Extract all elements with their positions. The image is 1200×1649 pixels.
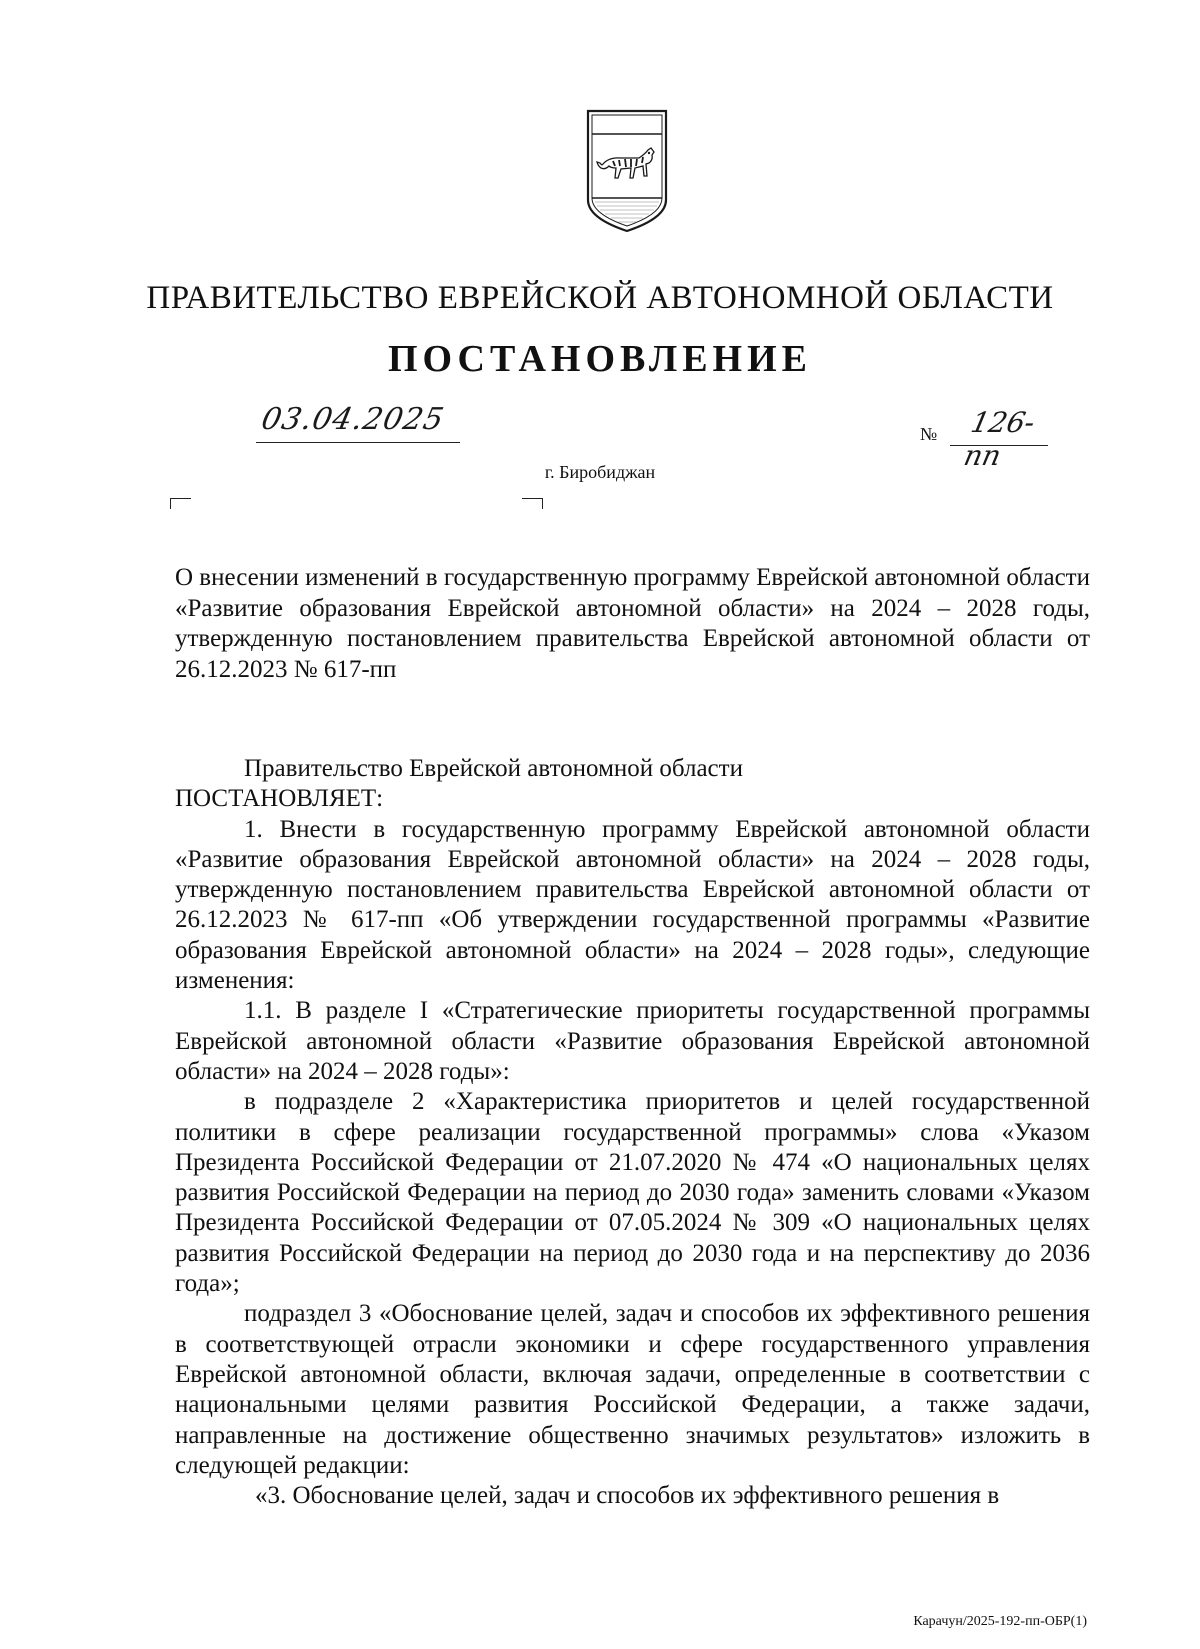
body-intro: Правительство Еврейской автономной области bbox=[244, 755, 743, 782]
subject-corner-left bbox=[170, 498, 191, 509]
handwritten-number: 126-пп bbox=[960, 406, 1038, 472]
subject-corner-right bbox=[522, 498, 543, 509]
handwritten-date: 03.04.2025 bbox=[258, 402, 448, 437]
coat-of-arms-tiger-icon bbox=[585, 108, 669, 234]
document-number-field bbox=[920, 406, 1058, 472]
body-paragraph-1: 1. Внести в государственную программу Еврейской автономной области «Развитие образования Еврейской автономной области» на 2024 – 2028 годы, утвержденную постановлением правительства Еврейской автономной области от 26.12.2023 № 617-пп «Об утверждении государственной программы «Развитие образования Еврейской автономной области» на 2024 – 2028 годы», следующие изменения: bbox=[175, 815, 1090, 995]
government-name: ПРАВИТЕЛЬСТВО ЕВРЕЙСКОЙ АВТОНОМНОЙ ОБЛАСТИ bbox=[146, 280, 1054, 316]
document-type: ПОСТАНОВЛЕНИЕ bbox=[387, 338, 813, 380]
footer-document-code: Карачун/2025-192-пп-ОБР(1) bbox=[913, 1614, 1087, 1629]
number-underline bbox=[950, 445, 1048, 446]
document-body bbox=[175, 754, 1090, 1511]
body-decree: ПОСТАНОВЛЯЕТ: bbox=[175, 785, 384, 813]
body-paragraph-3: в подразделе 2 «Характеристика приоритетов и целей государственной политики в сфере реализации государственной программы» слова «Указом Президента Российской Федерации от 21.07.2020 № 474 «О национальных целях развития Российской Федерации на период до 2030 года» заменить словами «Указом Президента Российской Федерации от 07.05.2024 № 309 «О национальных целях развития Российской Федерации на период до 2030 года и на перспективу до 2036 года»; bbox=[175, 1088, 1090, 1298]
city-name: г. Биробиджан bbox=[544, 462, 656, 482]
document-subject: О внесении изменений в государственную программу Еврейской автономной области «Развитие образования Еврейской автономной области» на 2024 – 2028 годы, утвержденную постановлением правительства Еврейской автономной области от 26.12.2023 № 617-пп bbox=[175, 564, 1090, 683]
body-paragraph-2: 1.1. В разделе I «Стратегические приоритеты государственной программы Еврейской автономной области «Развитие образования Еврейской автономной области» на 2024 – 2028 годы»: bbox=[175, 997, 1090, 1085]
body-paragraph-4: подраздел 3 «Обоснование целей, задач и способов их эффективного решения в соответствующей отрасли экономики и сфере государственного управления Еврейской автономной области, включая задачи, определенные в соответствии с национальными целями развития Российской Федерации, а также задачи, направленные на достижение общественно значимых результатов» изложить в следующей редакции: bbox=[175, 1300, 1090, 1479]
document-date-field bbox=[256, 402, 460, 443]
number-label: № bbox=[920, 424, 938, 444]
body-paragraph-5: «3. Обоснование целей, задач и способов их эффективного решения в bbox=[255, 1482, 1000, 1510]
